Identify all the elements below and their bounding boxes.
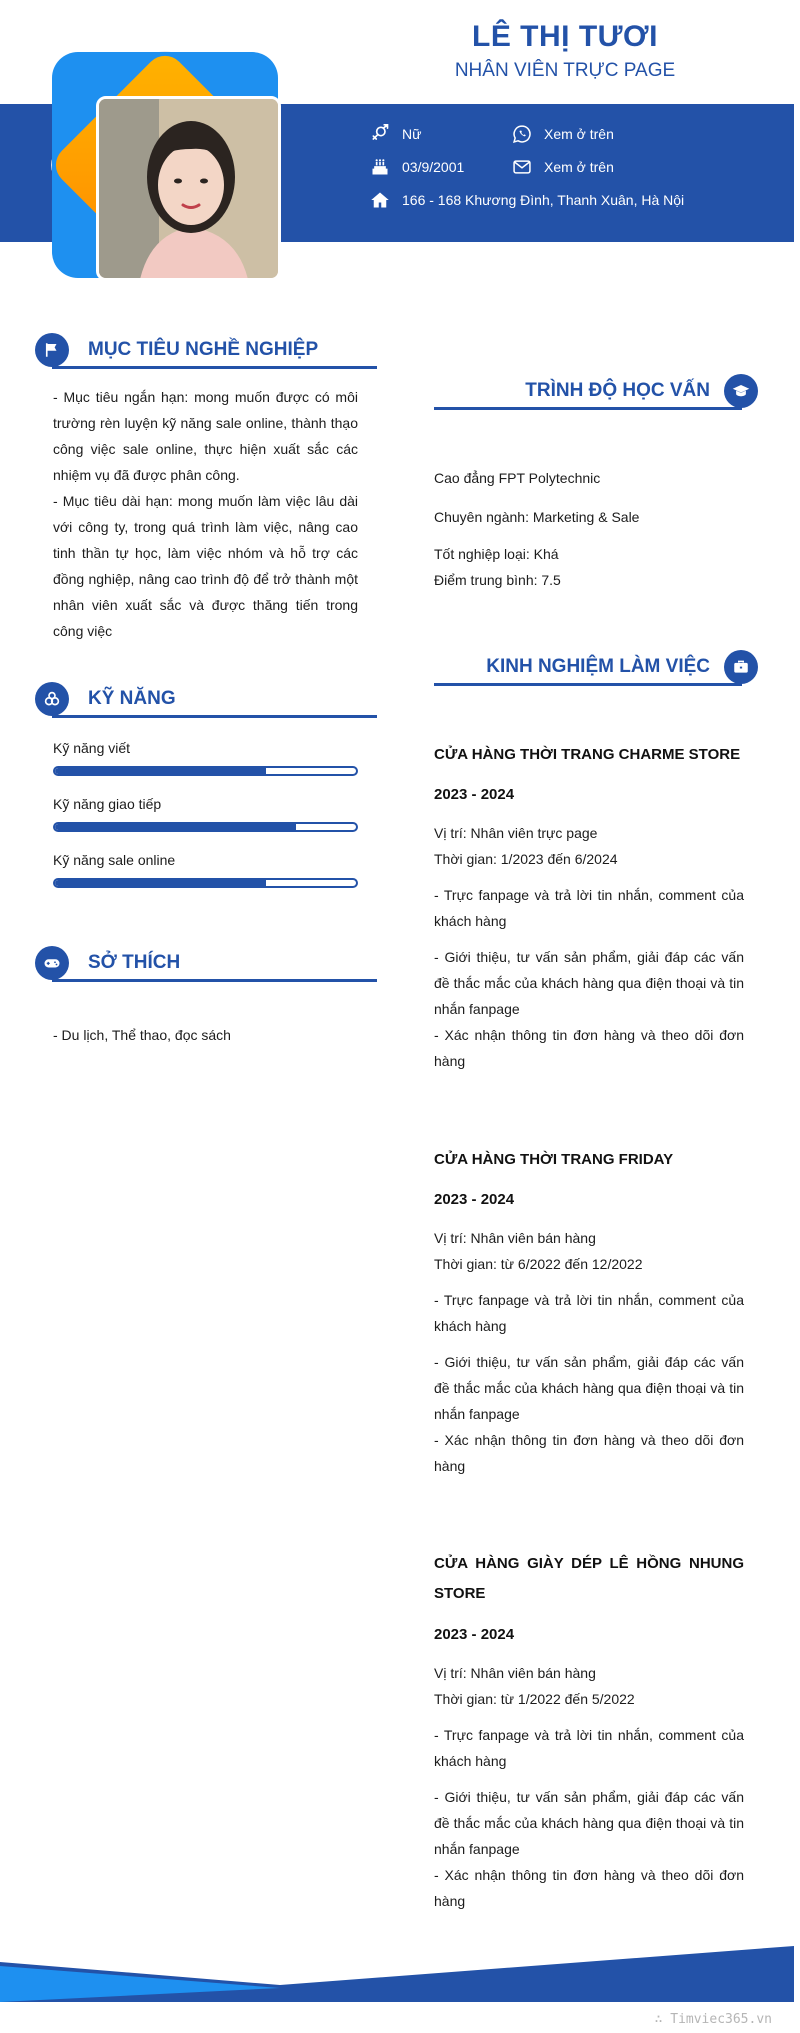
skill-bar (53, 878, 358, 888)
hobbies-heading (35, 946, 377, 980)
phone-info (512, 124, 614, 144)
address-info (370, 190, 684, 210)
experience-icon-badge (724, 650, 758, 684)
job-duty: - Xác nhận thông tin đơn hàng và theo dõi đơn hàng (434, 1432, 744, 1474)
job-duty: - Trực fanpage và trả lời tin nhắn, comment của khách hàng (434, 1292, 744, 1334)
experience-title: KINH NGHIỆM LÀM VIỆC (486, 656, 710, 677)
birthday-info (370, 157, 464, 177)
skills-icon-badge (35, 682, 69, 716)
birthday-cake-icon (370, 157, 390, 177)
job-period: 2023 - 2024 (434, 786, 515, 803)
education-heading (434, 374, 758, 408)
job-duty: - Giới thiệu, tư vấn sản phẩm, giải đáp các vấn đề thắc mắc của khách hàng qua điện thoại và tin nhắn fanpage (434, 1789, 744, 1857)
job-position: Vị trí: Nhân viên trực page (434, 825, 598, 841)
hobbies-icon-badge (35, 946, 69, 980)
job-duty: - Trực fanpage và trả lời tin nhắn, comment của khách hàng (434, 1727, 744, 1769)
footer-wave (0, 1940, 800, 2010)
gears-icon (43, 690, 61, 708)
candidate-name: LÊ THỊ TƯƠI (472, 20, 658, 53)
skill-bar-fill (55, 824, 296, 830)
objective-short-term: - Mục tiêu ngắn hạn: mong muốn được có môi trường rèn luyện kỹ năng sale online, thành thạo công việc sale online, thực hiện xuất sắc các nhiệm vụ đã được phân công. (53, 389, 358, 483)
gender-text: Nữ (402, 126, 422, 142)
job-time: Thời gian: từ 1/2022 đến 5/2022 (434, 1691, 635, 1707)
objective-icon-badge (35, 333, 69, 367)
experience-heading (434, 650, 758, 684)
birthday-text: 03/9/2001 (402, 159, 465, 175)
education-icon-badge (724, 374, 758, 408)
objective-title: MỤC TIÊU NGHỀ NGHIỆP (88, 339, 319, 360)
job-company: CỬA HÀNG GIÀY DÉP LÊ HỒNG NHUNG STORE (434, 1555, 744, 1602)
home-icon (370, 190, 390, 210)
portrait-illustration (99, 99, 281, 281)
gender-icon (370, 124, 390, 144)
avatar (96, 96, 281, 281)
gamepad-icon (43, 954, 61, 972)
graduation-cap-icon (732, 382, 750, 400)
skills-heading (35, 682, 377, 716)
skill-bar (53, 766, 358, 776)
hobbies-title: SỞ THÍCH (88, 952, 181, 973)
hobbies-text: - Du lịch, Thể thao, đọc sách (53, 1027, 231, 1043)
hobbies-underline (52, 979, 377, 982)
skill-bar-fill (55, 768, 266, 774)
job-time: Thời gian: từ 6/2022 đến 12/2022 (434, 1256, 643, 1272)
skill-bar-fill (55, 880, 266, 886)
email-text: Xem ở trên (544, 159, 614, 175)
job-title: NHÂN VIÊN TRỰC PAGE (454, 60, 676, 81)
job-duty: - Xác nhận thông tin đơn hàng và theo dõi đơn hàng (434, 1027, 744, 1069)
skill-label: Kỹ năng sale online (53, 852, 176, 868)
objective-long-term: - Mục tiêu dài hạn: mong muốn làm việc lâu dài với công ty, trong quá trình làm việc, nâng cao tinh thần tự học, làm việc nhóm và hỗ trợ các đồng nghiệp, nâng cao trình độ để trở thành một nhân viên xuất sắc và được thăng tiến trong công việc (53, 493, 358, 639)
education-gpa: Điểm trung bình: 7.5 (434, 572, 561, 588)
avatar-frame (20, 20, 310, 310)
briefcase-icon (732, 658, 750, 676)
job-period: 2023 - 2024 (434, 1626, 515, 1643)
job-company: CỬA HÀNG THỜI TRANG CHARME STORE (434, 746, 741, 763)
watermark: ∴ Timviec365.vn (654, 2012, 772, 2027)
flag-icon (43, 341, 61, 359)
job-duty: - Giới thiệu, tư vấn sản phẩm, giải đáp các vấn đề thắc mắc của khách hàng qua điện thoại và tin nhắn fanpage (434, 1354, 744, 1422)
job-duty: - Giới thiệu, tư vấn sản phẩm, giải đáp các vấn đề thắc mắc của khách hàng qua điện thoại và tin nhắn fanpage (434, 949, 744, 1017)
phone-icon (512, 124, 532, 144)
skill-label: Kỹ năng giao tiếp (53, 796, 162, 812)
skills-underline (52, 715, 377, 718)
skill-bar (53, 822, 358, 832)
job-company: CỬA HÀNG THỜI TRANG FRIDAY (434, 1151, 674, 1168)
email-info (512, 157, 614, 177)
skills-title: KỸ NĂNG (88, 688, 176, 709)
envelope-icon (512, 157, 532, 177)
experience-underline (434, 683, 742, 686)
job-position: Vị trí: Nhân viên bán hàng (434, 1665, 596, 1681)
address-text: 166 - 168 Khương Đình, Thanh Xuân, Hà Nội (402, 192, 685, 208)
job-duty: - Trực fanpage và trả lời tin nhắn, comment của khách hàng (434, 887, 744, 929)
education-grade: Tốt nghiệp loại: Khá (434, 546, 559, 562)
job-duty: - Xác nhận thông tin đơn hàng và theo dõi đơn hàng (434, 1867, 744, 1909)
objective-underline (52, 366, 377, 369)
education-underline (434, 407, 742, 410)
objective-heading (35, 333, 377, 367)
skill-label: Kỹ năng viết (53, 740, 131, 756)
job-time: Thời gian: 1/2023 đến 6/2024 (434, 851, 618, 867)
job-position: Vị trí: Nhân viên bán hàng (434, 1230, 596, 1246)
gender-info (370, 124, 421, 144)
phone-text: Xem ở trên (544, 126, 614, 142)
education-major: Chuyên ngành: Marketing & Sale (434, 509, 640, 525)
education-school: Cao đẳng FPT Polytechnic (434, 470, 601, 486)
education-title: TRÌNH ĐỘ HỌC VẤN (525, 380, 710, 401)
job-period: 2023 - 2024 (434, 1191, 515, 1208)
